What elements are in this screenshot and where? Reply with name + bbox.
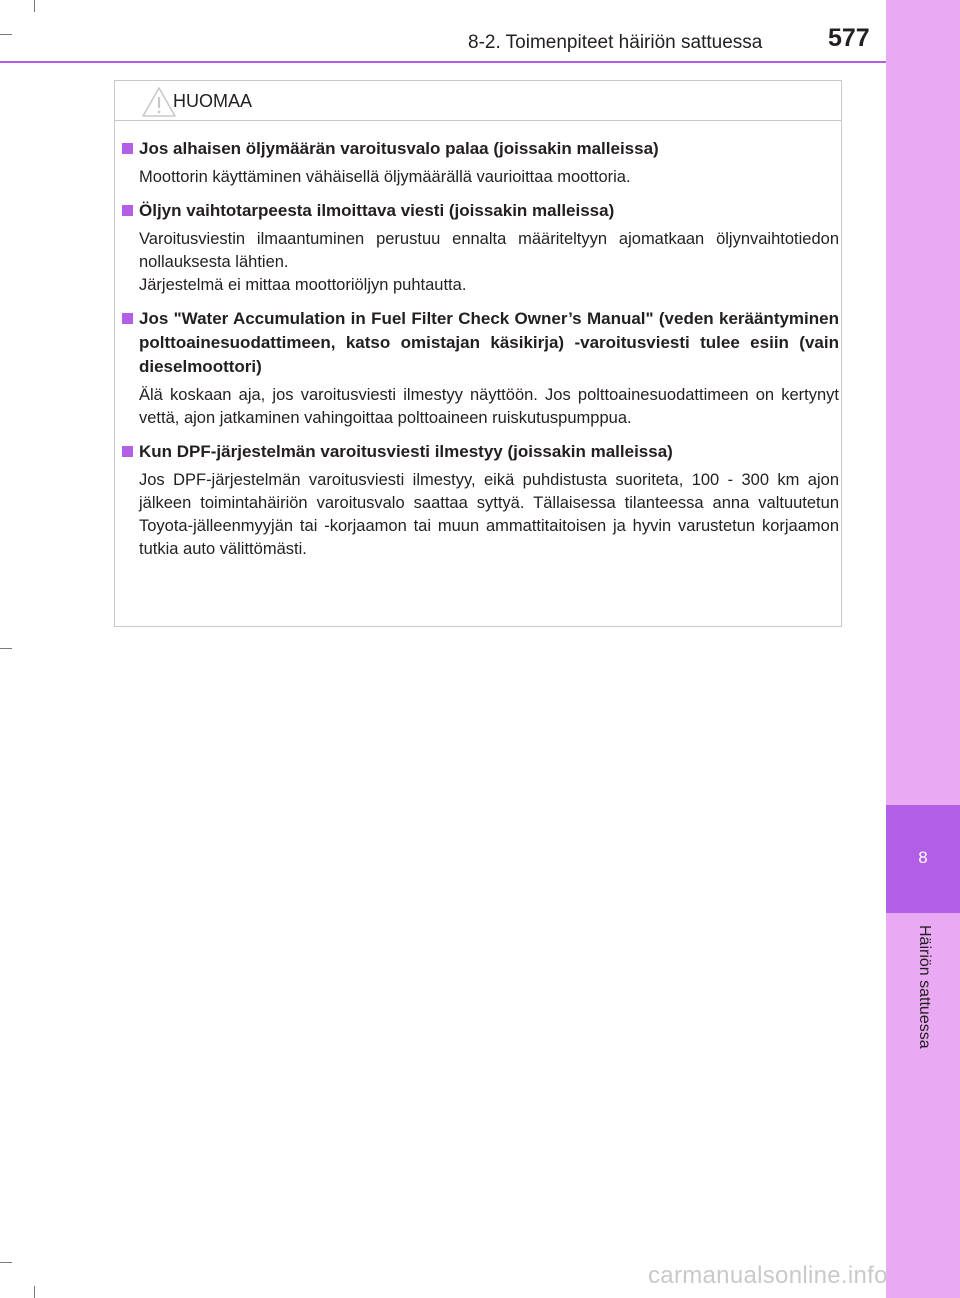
section-title: 8-2. Toimenpiteet häiriön sattuessa bbox=[468, 32, 763, 53]
notice-item-title-text: Jos alhaisen öljymäärän varoitusvalo palaa (joissakin malleissa) bbox=[139, 139, 659, 158]
crop-mark bbox=[0, 1262, 12, 1263]
notice-box bbox=[114, 80, 842, 627]
notice-title: HUOMAA bbox=[173, 91, 253, 111]
crop-mark bbox=[34, 1286, 35, 1298]
notice-item-title-text: Kun DPF-järjestelmän varoitusviesti ilmestyy (joissakin malleissa) bbox=[139, 442, 673, 461]
notice-paragraph: Jos DPF-järjestelmän varoitusviesti ilmestyy, eikä puhdistusta suoriteta, 100 - 300 km ajon jälkeen toimintahäiriön varoitusvalo saattaa syttyä. Tällaisessa tilanteessa anna valtuutetun Toyota-jälleenmyyjän tai -korjaamon tai muun ammattitaitoisen ja hyvin varustetun korjaamon tutkia auto välittömästi. bbox=[139, 471, 839, 558]
notice-item bbox=[121, 307, 839, 430]
notice-item-text bbox=[121, 469, 839, 561]
square-bullet-icon bbox=[122, 313, 133, 324]
notice-item-title bbox=[121, 440, 839, 464]
notice-item-title bbox=[121, 137, 839, 161]
notice-paragraph: Moottorin käyttäminen vähäisellä öljymäärällä vaurioittaa moottoria. bbox=[139, 168, 631, 186]
notice-item bbox=[121, 440, 839, 561]
notice-paragraph: Järjestelmä ei mittaa moottoriöljyn puhtautta. bbox=[139, 276, 467, 294]
square-bullet-icon bbox=[122, 205, 133, 216]
notice-item bbox=[121, 137, 839, 189]
notice-item-text bbox=[121, 228, 839, 297]
notice-item-title-text: Öljyn vaihtotarpeesta ilmoittava viesti (joissakin malleissa) bbox=[139, 201, 615, 220]
notice-item-text bbox=[121, 166, 839, 189]
header-rule bbox=[0, 61, 886, 63]
watermark: carmanualsonline.info bbox=[648, 1262, 888, 1289]
warning-triangle-icon bbox=[141, 86, 177, 118]
notice-paragraph: Älä koskaan aja, jos varoitusviesti ilmestyy näyttöön. Jos polttoainesuodattimeen on kertynyt vettä, ajon jatkaminen vahingoittaa polttoaineen ruiskutuspumppua. bbox=[139, 386, 839, 427]
notice-header bbox=[115, 81, 841, 121]
notice-item bbox=[121, 199, 839, 297]
side-tab bbox=[886, 0, 960, 1298]
crop-mark bbox=[0, 34, 12, 35]
crop-mark bbox=[0, 648, 12, 649]
notice-item-text bbox=[121, 384, 839, 430]
page-number: 577 bbox=[828, 24, 870, 52]
chapter-number: 8 bbox=[918, 848, 928, 867]
square-bullet-icon bbox=[122, 446, 133, 457]
notice-item-title bbox=[121, 199, 839, 223]
crop-mark bbox=[34, 0, 35, 12]
chapter-label: Häiriön sattuessa bbox=[916, 925, 933, 1049]
square-bullet-icon bbox=[122, 143, 133, 154]
notice-body bbox=[121, 137, 839, 571]
notice-paragraph: Varoitusviestin ilmaantuminen perustuu ennalta määriteltyyn ajomatkaan öljynvaihtotiedon nollauksesta lähtien. bbox=[139, 230, 839, 271]
notice-item-title bbox=[121, 307, 839, 379]
notice-item-title-text: Jos "Water Accumulation in Fuel Filter Check Owner’s Manual" (veden kerääntyminen polttoainesuodattimeen, katso omistajan käsikirja) -varoitusviesti tulee esiin (vain dieselmoottori) bbox=[139, 309, 839, 376]
